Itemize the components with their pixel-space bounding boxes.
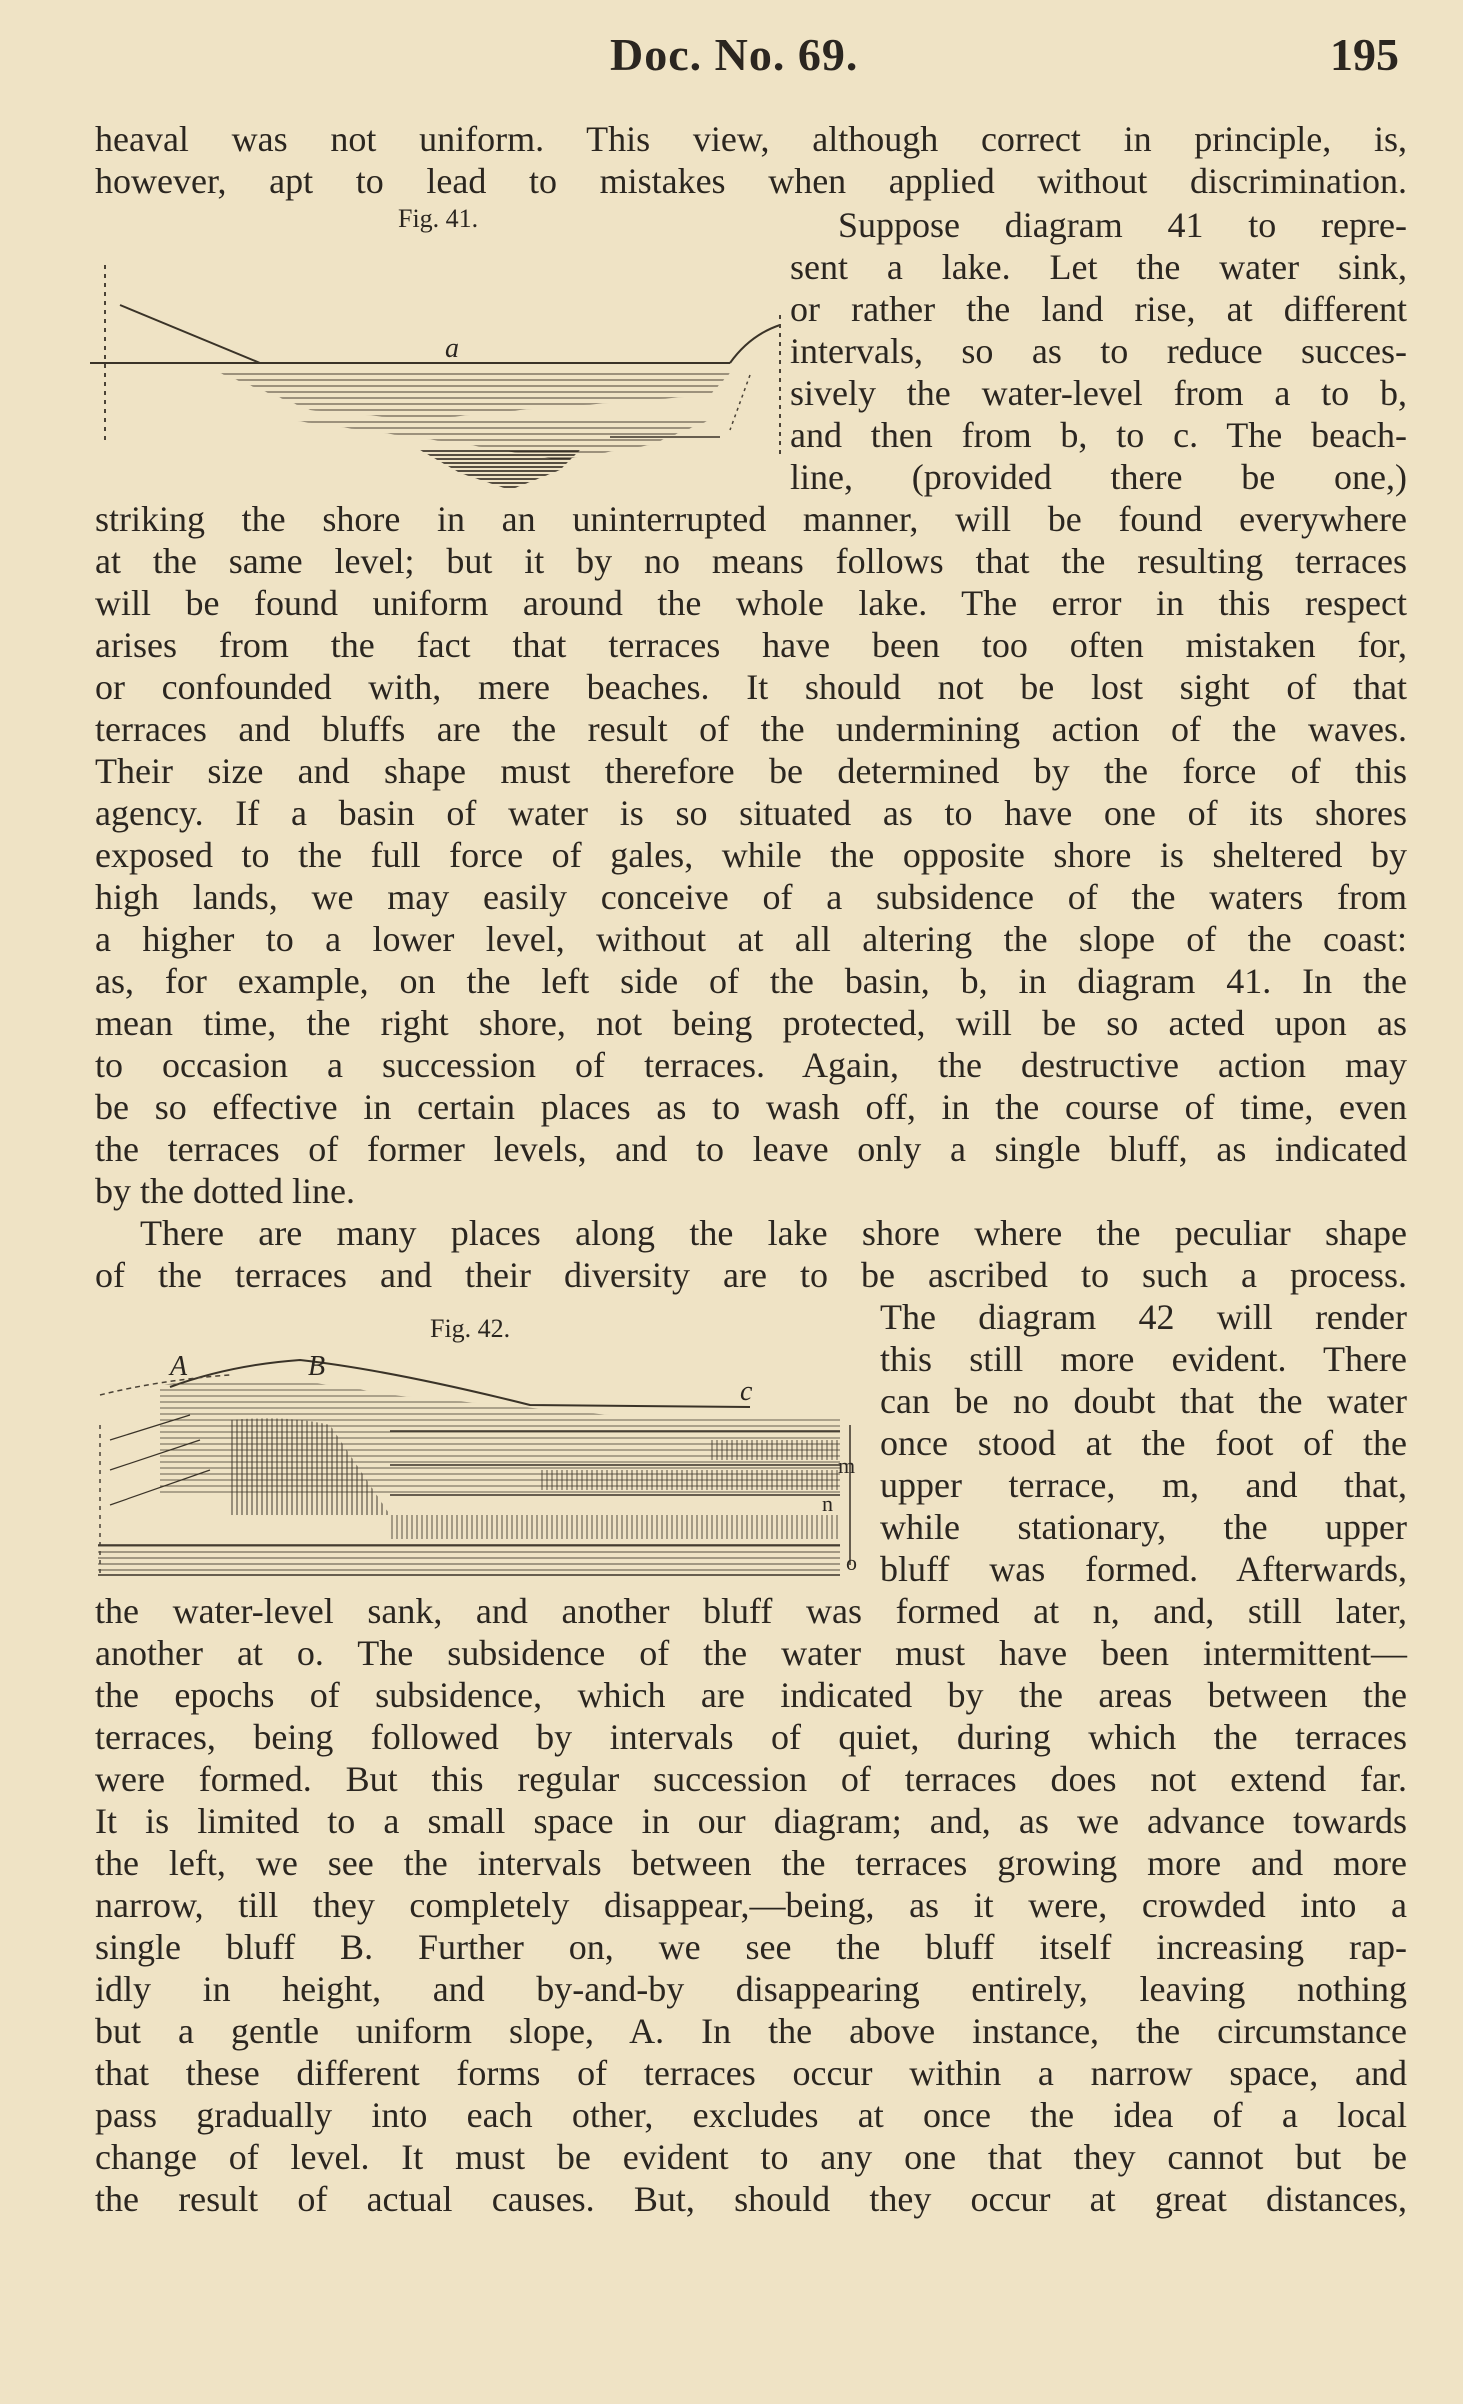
text-line: mean time, the right shore, not being protected, will be so acted upon as (95, 1003, 1407, 1043)
text-line: line, (provided there be one,) (790, 457, 1407, 497)
text-line: as, for example, on the left side of the basin, b, in diagram 41. In the (95, 961, 1407, 1001)
text-line: exposed to the full force of gales, while the opposite shore is sheltered by (95, 835, 1407, 875)
text-line: narrow, till they completely disappear,—being, as it were, crowded into a (95, 1885, 1407, 1925)
text-line: a higher to a lower level, without at all altering the slope of the coast: (95, 919, 1407, 959)
text-line: The diagram 42 will render (880, 1297, 1407, 1337)
text-line: will be found uniform around the whole lake. The error in this respect (95, 583, 1407, 623)
text-line: this still more evident. There (880, 1339, 1407, 1379)
figure-42-label-B: B (308, 1351, 326, 1382)
text-line: It is limited to a small space in our diagram; and, as we advance towards (95, 1801, 1407, 1841)
text-line: Suppose diagram 41 to repre- (838, 205, 1407, 245)
text-line: once stood at the foot of the (880, 1423, 1407, 1463)
text-line: by the dotted line. (95, 1171, 355, 1211)
text-line: the terraces of former levels, and to leave only a single bluff, as indicated (95, 1129, 1407, 1169)
figure-42-label-m: m (838, 1453, 856, 1478)
text-line: single bluff B. Further on, we see the bluff itself increasing rap- (95, 1927, 1407, 1967)
document-title: Doc. No. 69. (610, 29, 859, 80)
text-line: agency. If a basin of water is so situated as to have one of its shores (95, 793, 1407, 833)
figure-42-label-c: c (740, 1376, 753, 1407)
text-line: be so effective in certain places as to wash off, in the course of time, even (95, 1087, 1407, 1127)
text-line: the epochs of subsidence, which are indicated by the areas between the (95, 1675, 1407, 1715)
text-line: striking the shore in an uninterrupted manner, will be found everywhere (95, 499, 1407, 539)
text-line: bluff was formed. Afterwards, (880, 1549, 1407, 1589)
figure-41-caption: Fig. 41. (398, 204, 479, 233)
text-line: There are many places along the lake shore where the peculiar shape (140, 1213, 1407, 1253)
figure-42-caption: Fig. 42. (430, 1314, 511, 1343)
text-line: can be no doubt that the water (880, 1381, 1407, 1421)
text-line: were formed. But this regular succession of terraces does not extend far. (95, 1759, 1407, 1799)
text-line: idly in height, and by-and-by disappearing entirely, leaving nothing (95, 1969, 1407, 2009)
text-line: the left, we see the intervals between the terraces growing more and more (95, 1843, 1407, 1883)
figure-42-label-n: n (822, 1491, 833, 1516)
text-line: however, apt to lead to mistakes when applied without discrimination. (95, 161, 1407, 201)
text-line: of the terraces and their diversity are to be ascribed to such a process. (95, 1255, 1407, 1295)
figure-41-diagram (90, 245, 810, 495)
text-line: terraces and bluffs are the result of the undermining action of the waves. (95, 709, 1407, 749)
text-line: Their size and shape must therefore be determined by the force of this (95, 751, 1407, 791)
text-line: while stationary, the upper (880, 1507, 1407, 1547)
text-line: the result of actual causes. But, should they occur at great distances, (95, 2179, 1407, 2219)
text-line: terraces, being followed by intervals of quiet, during which the terraces (95, 1717, 1407, 1757)
text-line: heaval was not uniform. This view, although correct in principle, is, (95, 119, 1407, 159)
text-line: arises from the fact that terraces have been too often mistaken for, (95, 625, 1407, 665)
text-line: another at o. The subsidence of the water must have been intermittent— (95, 1633, 1407, 1673)
text-line: sively the water-level from a to b, (790, 373, 1407, 413)
text-line: high lands, we may easily conceive of a subsidence of the waters from (95, 877, 1407, 917)
text-line: to occasion a succession of terraces. Again, the destructive action may (95, 1045, 1407, 1085)
figure-42-label-o: o (846, 1550, 857, 1575)
text-line: but a gentle uniform slope, A. In the above instance, the circumstance (95, 2011, 1407, 2051)
text-line: at the same level; but it by no means follows that the resulting terraces (95, 541, 1407, 581)
text-line: and then from b, to c. The beach- (790, 415, 1407, 455)
text-line: sent a lake. Let the water sink, (790, 247, 1407, 287)
text-line: change of level. It must be evident to any one that they cannot but be (95, 2137, 1407, 2177)
figure-42-diagram (90, 1345, 870, 1595)
text-line: pass gradually into each other, excludes at once the idea of a local (95, 2095, 1407, 2135)
figure-42-label-A: A (170, 1351, 188, 1382)
figure-41-label-a: a (445, 333, 459, 364)
running-header (0, 28, 1463, 88)
text-line: intervals, so as to reduce succes- (790, 331, 1407, 371)
text-line: or rather the land rise, at different (790, 289, 1407, 329)
text-line: that these different forms of terraces occur within a narrow space, and (95, 2053, 1407, 2093)
page-number: 195 (1330, 29, 1399, 80)
text-line: or confounded with, mere beaches. It should not be lost sight of that (95, 667, 1407, 707)
text-line: upper terrace, m, and that, (880, 1465, 1407, 1505)
text-line: the water-level sank, and another bluff was formed at n, and, still later, (95, 1591, 1407, 1631)
